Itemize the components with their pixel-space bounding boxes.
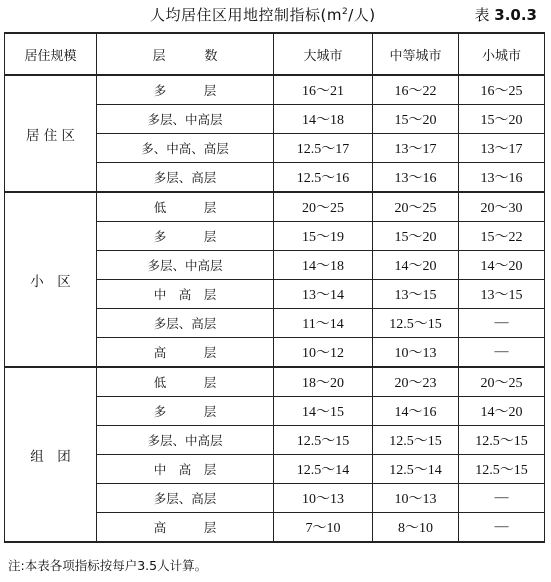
layers-cell: 多 层 xyxy=(97,397,274,426)
layers-cell: 多层、中高层 xyxy=(97,251,274,280)
header-small-city: 小城市 xyxy=(459,33,545,75)
large-city-cell: 12.5～15 xyxy=(274,426,373,455)
medium-city-cell: 14～20 xyxy=(373,251,459,280)
layers-cell: 多层、中高层 xyxy=(97,105,274,134)
medium-city-cell: 13～17 xyxy=(373,134,459,163)
header-row xyxy=(5,33,545,75)
small-city-cell: 14～20 xyxy=(459,397,545,426)
small-city-cell: 15～20 xyxy=(459,105,545,134)
large-city-cell: 15～19 xyxy=(274,222,373,251)
medium-city-cell: 13～15 xyxy=(373,280,459,309)
scale-cell: 居 住 区 xyxy=(5,75,97,192)
table-title-prefix: 人均居住区用地控制指标(m xyxy=(150,6,342,24)
small-city-cell: — xyxy=(459,513,545,543)
small-city-cell: 12.5～15 xyxy=(459,455,545,484)
large-city-cell: 10～13 xyxy=(274,484,373,513)
small-city-cell: 16～25 xyxy=(459,75,545,105)
medium-city-cell: 12.5～14 xyxy=(373,455,459,484)
small-city-cell: 12.5～15 xyxy=(459,426,545,455)
scale-cell: 组 团 xyxy=(5,367,97,542)
layers-cell: 多 层 xyxy=(97,222,274,251)
table-number-label: 表 xyxy=(474,6,490,24)
medium-city-cell: 10～13 xyxy=(373,484,459,513)
large-city-cell: 14～18 xyxy=(274,251,373,280)
small-city-cell: — xyxy=(459,484,545,513)
small-city-cell: 15～22 xyxy=(459,222,545,251)
land-use-index-table xyxy=(4,32,545,543)
header-medium-city: 中等城市 xyxy=(373,33,459,75)
medium-city-cell: 14～16 xyxy=(373,397,459,426)
large-city-cell: 12.5～16 xyxy=(274,163,373,193)
layers-cell: 多、中高、高层 xyxy=(97,134,274,163)
large-city-cell: 18～20 xyxy=(274,367,373,397)
layers-cell: 多层、高层 xyxy=(97,484,274,513)
layers-cell: 高 层 xyxy=(97,338,274,368)
small-city-cell: — xyxy=(459,309,545,338)
layers-cell: 多层、高层 xyxy=(97,163,274,193)
medium-city-cell: 8～10 xyxy=(373,513,459,543)
medium-city-cell: 15～20 xyxy=(373,105,459,134)
small-city-cell: 20～30 xyxy=(459,192,545,222)
scale-cell: 小 区 xyxy=(5,192,97,367)
layers-cell: 多层、中高层 xyxy=(97,426,274,455)
table-row xyxy=(5,75,545,105)
large-city-cell: 12.5～14 xyxy=(274,455,373,484)
medium-city-cell: 13～16 xyxy=(373,163,459,193)
layers-cell: 高 层 xyxy=(97,513,274,543)
table-body xyxy=(5,75,545,542)
layers-cell: 多 层 xyxy=(97,75,274,105)
medium-city-cell: 10～13 xyxy=(373,338,459,368)
small-city-cell: 14～20 xyxy=(459,251,545,280)
small-city-cell: 13～17 xyxy=(459,134,545,163)
large-city-cell: 14～18 xyxy=(274,105,373,134)
small-city-cell: — xyxy=(459,338,545,368)
table-title-superscript: 2 xyxy=(341,7,349,17)
medium-city-cell: 16～22 xyxy=(373,75,459,105)
large-city-cell: 10～12 xyxy=(274,338,373,368)
layers-cell: 中 高 层 xyxy=(97,280,274,309)
table-title-suffix: /人) xyxy=(348,6,376,24)
header-layers: 层 数 xyxy=(97,33,274,75)
table-title xyxy=(150,4,376,25)
table-number xyxy=(474,4,537,25)
large-city-cell: 16～21 xyxy=(274,75,373,105)
medium-city-cell: 20～25 xyxy=(373,192,459,222)
layers-cell: 多层、高层 xyxy=(97,309,274,338)
medium-city-cell: 12.5～15 xyxy=(373,426,459,455)
large-city-cell: 7～10 xyxy=(274,513,373,543)
small-city-cell: 20～25 xyxy=(459,367,545,397)
table-row xyxy=(5,367,545,397)
small-city-cell: 13～15 xyxy=(459,280,545,309)
medium-city-cell: 20～23 xyxy=(373,367,459,397)
table-footnote: 注:本表各项指标按每户3.5人计算。 xyxy=(8,558,208,573)
header-large-city: 大城市 xyxy=(274,33,373,75)
layers-cell: 中 高 层 xyxy=(97,455,274,484)
large-city-cell: 12.5～17 xyxy=(274,134,373,163)
large-city-cell: 11～14 xyxy=(274,309,373,338)
table-number-value: 3.0.3 xyxy=(494,6,537,24)
medium-city-cell: 12.5～15 xyxy=(373,309,459,338)
header-scale: 居住规模 xyxy=(5,33,97,75)
table-row xyxy=(5,192,545,222)
medium-city-cell: 15～20 xyxy=(373,222,459,251)
large-city-cell: 20～25 xyxy=(274,192,373,222)
layers-cell: 低 层 xyxy=(97,367,274,397)
large-city-cell: 14～15 xyxy=(274,397,373,426)
small-city-cell: 13～16 xyxy=(459,163,545,193)
table-title-bar xyxy=(0,4,551,28)
layers-cell: 低 层 xyxy=(97,192,274,222)
large-city-cell: 13～14 xyxy=(274,280,373,309)
